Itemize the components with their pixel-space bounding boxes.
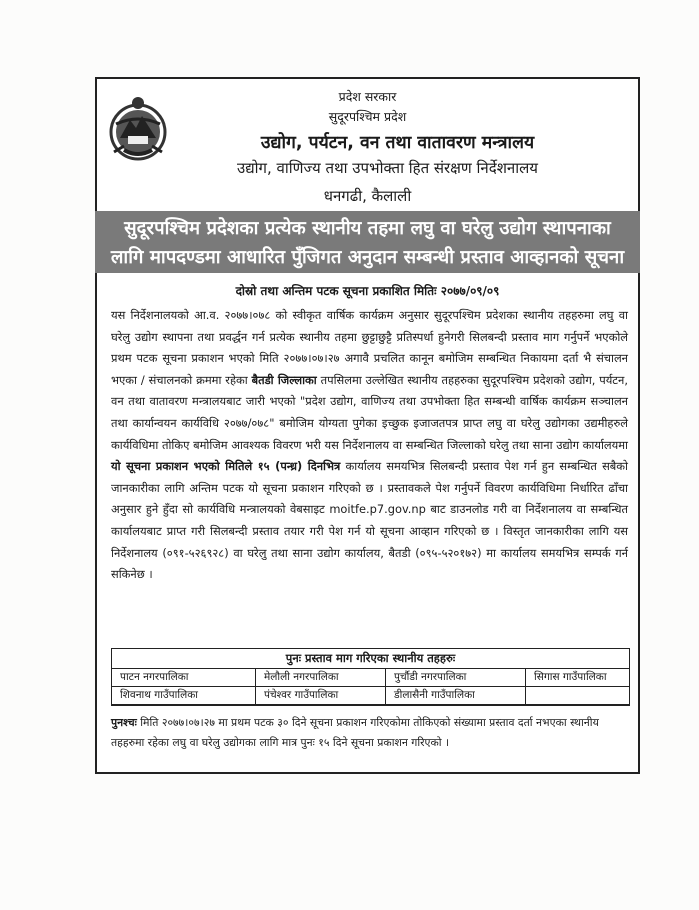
table-title: पुनः प्रस्ताव माग गरिएका स्थानीय तहहरुः: [112, 649, 629, 669]
table-cell: शिवनाथ गाउँपालिका: [112, 687, 256, 705]
header-province: सुदूरपश्चिम प्रदेश: [328, 109, 407, 124]
table-cell: पंचेश्वर गाउँपालिका: [256, 687, 386, 705]
local-levels-table: [111, 648, 630, 706]
banner-line-1: सुदूरपश्चिम प्रदेशका प्रत्येक स्थानीय तहमा लघु वा घरेलु उद्योग स्थापनाका: [124, 218, 611, 239]
header-location: धनगढी, कैलाली: [323, 187, 412, 205]
notice-title-banner: [95, 211, 640, 273]
table-grid: [112, 669, 629, 705]
header-ministry: उद्योग, पर्यटन, वन तथा वातावरण मन्त्रालय: [260, 133, 535, 153]
table-cell: पाटन नगरपालिका: [112, 669, 256, 687]
published-date: दोस्रो तथा अन्तिम पटक सूचना प्रकाशित मितिः २०७७/०९/०९: [235, 284, 500, 298]
table-cell: पुर्चौडी नगरपालिका: [386, 669, 526, 687]
table-cell: सिगास गाउँपालिका: [526, 669, 629, 687]
body-part-2: तपसिलमा उल्लेखित स्थानीय तहहरुका सुदूरपश्चिम प्रदेशको उद्योग, पर्यटन, वन तथा वातावरण मन्त्रालयबाट जारी भएको "प्रदेश उद्योग, वाणिज्य तथा उपभोक्ता हित सम्बन्धी वार्षिक कार्यक्रम सञ्चालन तथा कार्यान्वयन कार्यविधि २०७७/०७८" बमोजिम योग्यता पुगेका इच्छुक इजाजतपत्र प्राप्त लघु वा घरेलु उद्योगका उद्यमीहरुले कार्यविधिमा तोकिए बमोजिम आवश्यक विवरण भरी यस निर्देशनालय वा सम्बन्धित जिल्लाको घरेलु तथा साना उद्योग कार्यालयमा: [111, 372, 628, 452]
body-part-3: कार्यालय समयभित्र सिलबन्दी प्रस्ताव पेश गर्न हुन सम्बन्धित सबैको जानकारीका लागि अन्तिम पटक यो सूचना प्रकाशन गरिएको छ । प्रस्तावकले पेश गर्नुपर्ने विवरण कार्यविधिमा निर्धारित ढाँचा अनुसार हुने हुँदा सो कार्यविधि मन्त्रालयको वेबसाइट moitfe.p7.gov.np बाट डाउनलोड गरी वा निर्देशनालय वा सम्बन्धित कार्यालयबाट प्राप्त गरी सिलबन्दी प्रस्ताव तयार गरी पेश गर्न यो सूचना आव्हान गरिएको छ । विस्तृत जानकारीका लागि यस निर्देशनालय (०९१-५२६९२८) वा घरेलु तथा साना उद्योग कार्यालय, बैतडी (०९५-५२०१७२) मा कार्यालय समयभित्र सम्पर्क गर्न सकिनेछ ।: [111, 459, 628, 582]
banner-line-2: लागि मापदण्डमा आधारित पुँजिगत अनुदान सम्बन्धी प्रस्ताव आव्हानको सूचना: [110, 247, 625, 268]
header-government: प्रदेश सरकार: [338, 89, 397, 104]
notice-body: [111, 305, 628, 586]
district-name: बैतडी जिल्लाका: [251, 372, 317, 387]
notice-frame: [95, 77, 640, 774]
postscript-note: [111, 713, 628, 753]
body-part-1: यस निर्देशनालयको आ.व. २०७७।०७८ को स्वीकृत वार्षिक कार्यक्रम अनुसार सुदूरपश्चिम प्रदेशका स्थानीय तहहरुमा लघु वा घरेलु उद्योग स्थापना तथा प्रवर्द्धन गर्न प्रत्येक स्थानीय तहमा छुट्टाछुट्टै प्रतिस्पर्धा हुनेगरी सिलबन्दी प्रस्ताव माग गर्नुपर्ने भएकोले प्रथम पटक सूचना प्रकाशन भएको मिति २०७७।०७।२७ अगावै प्रचलित कानून बमोजिम सम्बन्धित निकायमा दर्ता भै संचालन भएका / संचालनको क्रममा रहेका: [111, 308, 628, 387]
postscript-text: मिति २०७७।०७।२७ मा प्रथम पटक ३० दिने सूचना प्रकाशन गरिएकोमा तोकिएको संख्यामा प्रस्ताव दर्ता नभएका स्थानीय तहहरुमा रहेका लघु वा घरेलु उद्योगका लागि मात्र पुनः १५ दिने सूचना प्रकाशन गरिएको ।: [111, 716, 599, 749]
table-cell: डीलासैनी गाउँपालिका: [386, 687, 526, 705]
table-cell: मेलौली नगरपालिका: [256, 669, 386, 687]
postscript-label: पुनश्चः: [111, 716, 137, 729]
header-directorate: उद्योग, वाणिज्य तथा उपभोक्ता हित संरक्षण निर्देशनालय: [236, 159, 538, 177]
table-cell: [526, 687, 629, 705]
deadline-text: यो सूचना प्रकाशन भएको मितिले १५ (पन्ध्र) दिनभित्र: [111, 459, 341, 474]
